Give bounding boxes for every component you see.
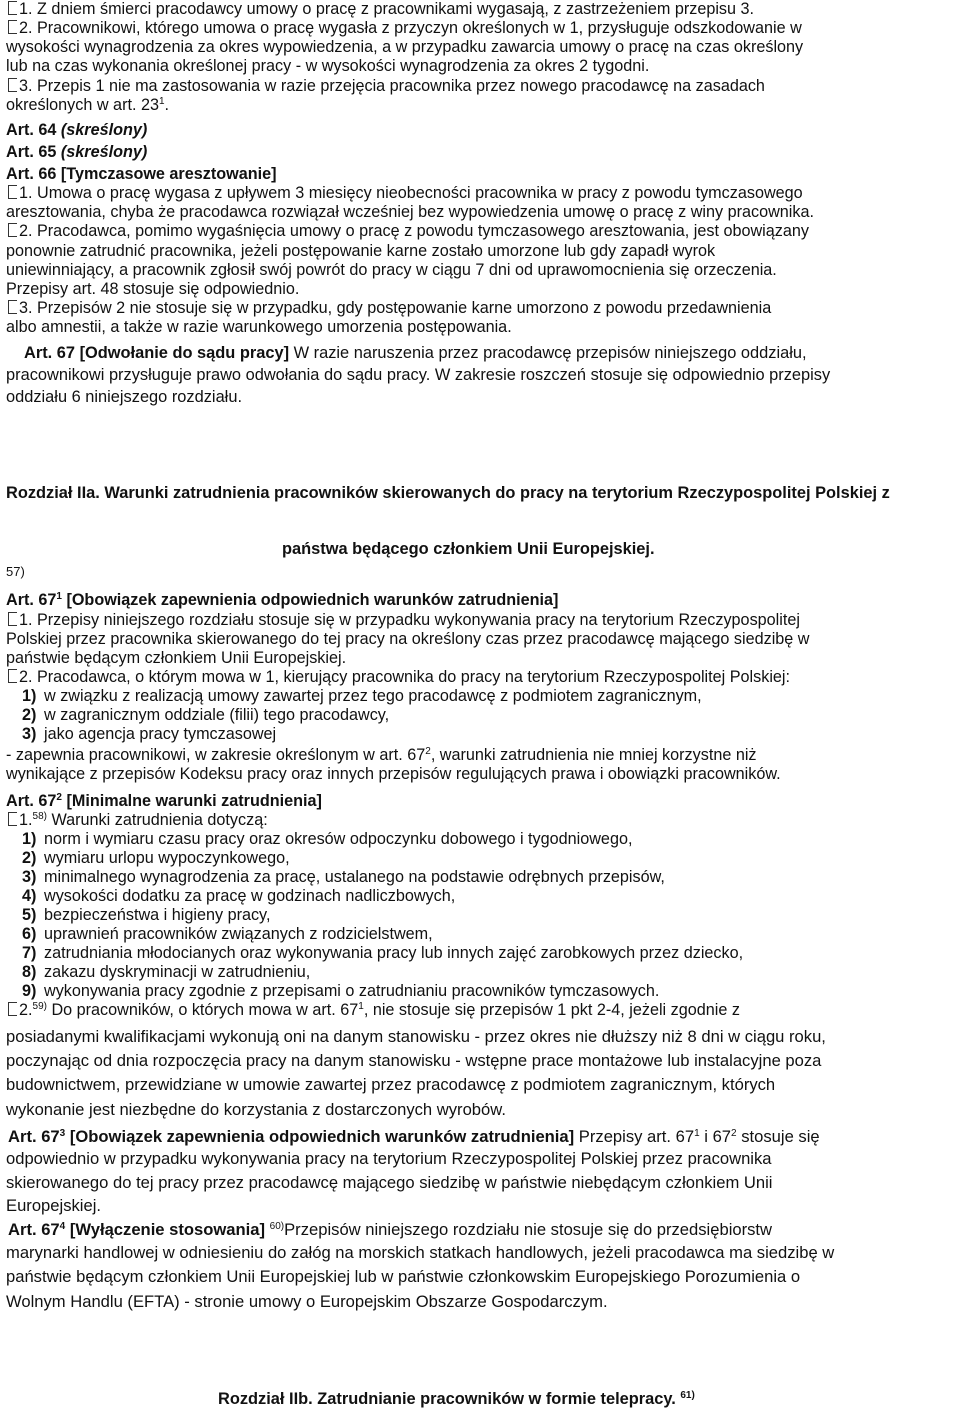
text-line: 3. Przepis 1 nie ma zastosowania w razie przejęcia pracownika przez nowego pracodawcę na zasadach (6, 77, 954, 96)
list-item: 3) jako agencja pracy tymczasowej (22, 725, 277, 743)
section-sign-icon (8, 78, 17, 92)
text-line: skierowanego do tej pracy przez pracodawcę mającego siedzibę w państwie niebędącym członkiem Unii (6, 1173, 773, 1192)
section-sign-icon (8, 669, 17, 683)
footnote-ref: 57) (6, 564, 25, 579)
list-item: 2) w zagranicznym oddziale (filii) tego pracodawcy, (22, 706, 390, 724)
text-line: posiadanymi kwalifikacjami wykonują oni na danym stanowisku - przez okres nie dłuższy niż 8 dni w ciągu roku, (6, 1027, 826, 1046)
list-item-number: 4) (22, 887, 37, 905)
chapter-title: Rozdział IIa. Warunki zatrudnienia pracowników skierowanych do pracy na terytorium Rzeczypospolitej Polskiej z (6, 484, 890, 502)
list-item-text: norm i wymiaru czasu pracy oraz okresów odpoczynku dobowego i tygodniowego, (44, 830, 633, 848)
text-line: albo amnestii, a także w razie warunkowego umorzenia postępowania. (6, 318, 512, 336)
list-item-number: 6) (22, 925, 37, 943)
chapter-title: Rozdział IIb. Zatrudnianie pracowników w formie telepracy. $^{61)}$ (218, 1390, 695, 1408)
text-line: wykonanie jest niezbędne do korzystania z dostarczonych wyrobów. (6, 1100, 506, 1119)
text-line: określonych w art. $23^1$. (6, 96, 170, 114)
article-paragraph: Art. $67^4$ [Wyłączenie stosowania] $^{60)}$Przepisów niniejszego rozdziału nie stosuje się do przedsiębiorstw (8, 1220, 773, 1239)
list-item-text: wymiaru urlopu wypoczynkowego, (44, 849, 290, 867)
article-heading: Art. $67^1$ [Obowiązek zapewnienia odpowiednich warunków zatrudnienia] (6, 591, 559, 609)
text-line: budownictwem, przewidziane w umowie zawartej przez pracodawcę z podmiotem zagranicznym, których (6, 1075, 776, 1094)
list-item-text: bezpieczeństwa i higieny pracy, (44, 906, 271, 924)
text-line: lub na czas wykonania określonej pracy - w wysokości wynagrodzenia za okres 2 tygodni. (6, 57, 650, 75)
text-line: odpowiednio w przypadku wykonywania pracy na terytorium Rzeczypospolitej Polskiej przez pracownika (6, 1149, 772, 1168)
list-item: 1) w związku z realizacją umowy zawartej przez tego pracodawcę z podmiotem zagranicznym, (22, 687, 702, 705)
section-sign-icon (8, 812, 17, 826)
list-item (22, 944, 954, 963)
article-heading: Art. 65 (skreślony) (6, 143, 148, 161)
text-line: poczynając od dnia rozpoczęcia pracy na danym stanowisku - wstępne prace montażowe lub instalacyjne poza (6, 1051, 822, 1070)
text-line: Przepisy art. 48 stosuje się odpowiednio. (6, 280, 300, 298)
section-sign-icon (8, 20, 17, 34)
text-line: pracownikowi przysługuje prawo odwołania do sądu pracy. W zakresie roszczeń stosuje się odpowiednio przepisy (6, 366, 831, 384)
text-line: państwie będącym członkiem Unii Europejskiej. (6, 649, 347, 667)
list-item (22, 906, 954, 925)
list-item (22, 982, 954, 1001)
text-line: Art. 67 [Odwołanie do sądu pracy] W razie naruszenia przez pracodawcę przepisów niniejszego oddziału, (24, 344, 807, 362)
list-item (22, 887, 954, 906)
text-line: 3. Przepisów 2 nie stosuje się w przypadku, gdy postępowanie karne umorzono z powodu przedawnienia (6, 299, 954, 318)
section-sign-icon (8, 185, 17, 199)
text-line: Polskiej przez pracownika skierowanego do tej pracy na określony czas przez pracodawcę mającego siedzibę w (6, 630, 810, 648)
list-item-number: 7) (22, 944, 37, 962)
article-paragraph: Art. $67^3$ [Obowiązek zapewnienia odpowiednich warunków zatrudnienia] Przepisy art. $67^1$ i $67^2$ stosuje się (8, 1127, 820, 1146)
text-line: 1.$^{58)}$ Warunki zatrudnienia dotyczą: (6, 811, 954, 830)
text-line: 2. Pracownikowi, którego umowa o pracę wygasła z przyczyn określonych w 1, przysługuje odszkodowanie w (6, 19, 954, 38)
article-heading: Art. $67^2$ [Minimalne warunki zatrudnienia] (6, 792, 322, 810)
text-line: - zapewnia pracownikowi, w zakresie określonym w art. $67^2$, warunki zatrudnienia nie mniej korzystne niż (6, 746, 757, 764)
list-item (22, 849, 954, 868)
text-line: 2. Pracodawca, pomimo wygaśnięcia umowy o pracę z powodu tymczasowego aresztowania, jest obowiązany (6, 222, 954, 241)
list-item (22, 868, 954, 887)
text-line: wysokości wynagrodzenia za okres wypowiedzenia, a w przypadku zawarcia umowy o pracę na czas określony (6, 38, 804, 56)
text-line: 2. Pracodawca, o którym mowa w 1, kierujący pracownika do pracy na terytorium Rzeczypospolitej Polskiej: (6, 668, 954, 687)
list-item-text: wysokości dodatku za pracę w godzinach nadliczbowych, (44, 887, 456, 905)
section-sign-icon (8, 612, 17, 626)
text-line: aresztowania, chyba że pracodawca rozwiązał wcześniej bez wypowiedzenia umowę o pracę z winy pracownika. (6, 203, 814, 221)
list-item (22, 925, 954, 944)
text-line: 1. Przepisy niniejszego rozdziału stosuje się w przypadku wykonywania pracy na terytorium Rzeczypospolitej (6, 611, 954, 630)
section-sign-icon (8, 300, 17, 314)
list-item-number: 9) (22, 982, 37, 1000)
text-line: 2.$^{59)}$ Do pracowników, o których mowa w art. $67^1$, nie stosuje się przepisów 1 pkt 2-4, jeżeli zgodnie z (6, 1001, 954, 1020)
text-line: oddziału 6 niniejszego rozdziału. (6, 388, 242, 406)
list-item-text: zatrudniania młodocianych oraz wykonywania pracy lub innych zajęć zarobkowych przez dziecko, (44, 944, 744, 962)
text-line: ponownie zatrudnić pracownika, jeżeli postępowanie karne zostało umorzone lub gdy zapadł wyrok (6, 242, 716, 260)
list-item-text: zakazu dyskryminacji w zatrudnieniu, (44, 963, 311, 981)
list-item-text: uprawnień pracowników związanych z rodzicielstwem, (44, 925, 433, 943)
list-item-text: wykonywania pracy zgodnie z przepisami o zatrudnianiu pracowników tymczasowych. (44, 982, 660, 1000)
text-line: państwie będącym członkiem Unii Europejskiej lub w państwie członkowskim Europejskiego Porozumienia o (6, 1267, 801, 1286)
text-line: Europejskiej. (6, 1196, 102, 1215)
list-item-number: 3) (22, 868, 37, 886)
text-line: wynikające z przepisów Kodeksu pracy oraz innych przepisów regulujących prawa i obowiązki pracowników. (6, 765, 781, 783)
text-line: uniewinniający, a pracownik zgłosił swój powrót do pracy w ciągu 7 dni od uprawomocnienia się orzeczenia. (6, 261, 777, 279)
article-heading: Art. 66 [Tymczasowe aresztowanie] (6, 165, 277, 183)
list-item (22, 830, 954, 849)
article-heading: Art. 64 (skreślony) (6, 121, 148, 139)
section-sign-icon (8, 223, 17, 237)
chapter-title: państwa będącego członkiem Unii Europejskiej. (282, 540, 655, 558)
text-line: 1. Umowa o pracę wygasa z upływem 3 miesięcy nieobecności pracownika w pracy z powodu tymczasowego (6, 184, 954, 203)
list-item-number: 8) (22, 963, 37, 981)
list-item (22, 963, 954, 982)
list-item-number: 5) (22, 906, 37, 924)
text-line: marynarki handlowej w odniesieniu do załóg na morskich statkach handlowych, jeżeli pracodawca ma siedzibę w (6, 1243, 835, 1262)
text-line: Wolnym Handlu (EFTA) - stronie umowy o Europejskim Obszarze Gospodarczym. (6, 1292, 608, 1311)
list-item-number: 2) (22, 849, 37, 867)
text-line: 1. Z dniem śmierci pracodawcy umowy o pracę z pracownikami wygasają, z zastrzeżeniem przepisu 3. (6, 0, 954, 19)
section-sign-icon (8, 1, 17, 15)
list-item-text: minimalnego wynagrodzenia za pracę, ustalanego na podstawie odrębnych przepisów, (44, 868, 665, 886)
section-sign-icon (8, 1002, 17, 1016)
list-item-number: 1) (22, 830, 37, 848)
